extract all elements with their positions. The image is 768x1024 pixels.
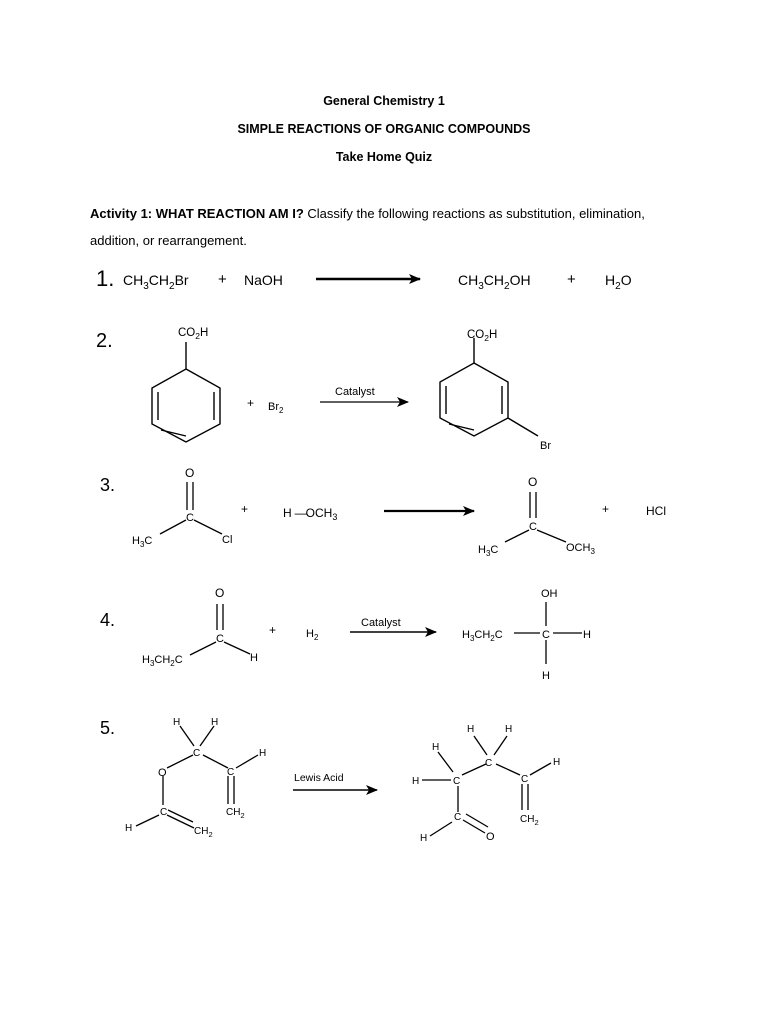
carbonyl-carbon: C <box>186 512 194 524</box>
hydrogen-atom: H <box>420 833 428 844</box>
carbonyl-oxygen: O <box>185 466 195 480</box>
plus-sign: + <box>602 502 610 516</box>
carbonyl-carbon: C <box>529 521 537 533</box>
instruction-line-2: addition, or rearrangement. <box>90 233 247 248</box>
hydrogen-atom: H <box>542 670 550 682</box>
carbon-atom: C <box>227 767 235 778</box>
hydrogen-atom: H <box>583 629 591 641</box>
carbon-atom: C <box>160 807 168 818</box>
instruction-line-1: Classify the following reactions as substitution, elimination, <box>303 206 645 221</box>
hydroxyl-group: OH <box>541 588 558 600</box>
acetyl-chloride-bonds <box>160 482 222 534</box>
hydroxyl-reagent: H $—OCH_3$ <box>283 506 338 522</box>
ether-oxygen: O <box>158 767 167 779</box>
methyl-group: $H_3C$ <box>132 535 153 549</box>
reaction-1-number: 1. <box>96 266 115 291</box>
carbon-atom: C <box>521 774 529 785</box>
plus-sign: + <box>247 396 255 410</box>
reaction-5 <box>100 717 560 844</box>
course-title: General Chemistry 1 <box>323 94 445 108</box>
hydrogen-atom: H <box>259 748 267 759</box>
reaction-5-catalyst: Lewis Acid <box>294 772 344 784</box>
reaction-5-number: 5. <box>100 718 116 738</box>
reaction-3-number: 3. <box>100 475 116 495</box>
bromine-reagent: $Br_2$ <box>268 401 284 415</box>
carbon-atom: C <box>193 748 201 759</box>
reaction-3 <box>100 466 666 558</box>
methoxy-group: $OCH_3$ <box>566 542 595 556</box>
ethyl-group: $H_3CH_2C$ <box>142 654 183 668</box>
carbonyl-oxygen: O <box>528 475 538 489</box>
methylene-group: $CH_2$ <box>194 826 213 839</box>
bromobenzoic-acid-structure <box>440 338 538 436</box>
hydrogen-atom: H <box>211 717 219 728</box>
hydrogen-atom: H <box>467 724 475 735</box>
methylene-group: $CH_2$ <box>226 807 245 820</box>
activity-heading: Activity 1: WHAT REACTION AM I? <box>90 206 304 221</box>
carbon-atom: C <box>485 758 493 769</box>
reaction-1-product-2: $H_2O$ <box>605 272 632 292</box>
reaction-1 <box>96 266 632 292</box>
hydrogen-atom: H <box>553 757 561 768</box>
reaction-4-number: 4. <box>100 610 116 630</box>
plus-sign: + <box>218 271 227 288</box>
carboxyl-group-label: $CO_2H$ <box>467 329 498 343</box>
reaction-1-reactant-2: NaOH <box>244 272 283 288</box>
hydrogen-atom: H <box>125 823 133 834</box>
chloro-group: Cl <box>222 534 233 546</box>
carboxyl-group-label: $CO_2H$ <box>178 327 209 341</box>
plus-sign: + <box>269 623 277 637</box>
hydrogen-atom: H <box>173 717 181 728</box>
carbonyl-carbon: C <box>454 812 462 823</box>
carbonyl-oxygen: O <box>486 831 495 843</box>
reaction-1-reactant-1: $CH_3CH_2Br$ <box>123 272 189 292</box>
hydrogen-atom: H <box>412 776 420 787</box>
reaction-4 <box>100 586 591 682</box>
carbonyl-oxygen: O <box>215 586 225 600</box>
carbon-atom: C <box>453 776 461 787</box>
carbonyl-carbon: C <box>216 633 224 645</box>
methyl-acetate-bonds <box>505 492 566 542</box>
methylene-group: $CH_2$ <box>520 814 539 827</box>
methyl-group: $H_3C$ <box>478 544 499 558</box>
reaction-2-catalyst: Catalyst <box>335 386 375 398</box>
hydrogen-reagent: $H_2$ <box>306 628 319 642</box>
bromo-substituent-label: Br <box>540 440 551 452</box>
ethyl-group: $H_3CH_2C$ <box>462 629 503 643</box>
benzoic-acid-structure <box>152 342 220 442</box>
hydrogen-atom: H <box>505 724 513 735</box>
central-carbon: C <box>542 629 550 641</box>
aldehyde-hydrogen: H <box>250 652 258 664</box>
reaction-3-byproduct: HCl <box>646 504 666 518</box>
reaction-1-product-1: $CH_3CH_2OH$ <box>458 272 531 292</box>
propanal-bonds <box>190 604 250 655</box>
hydrogen-atom: H <box>432 742 440 753</box>
reaction-4-catalyst: Catalyst <box>361 617 401 629</box>
quiz-subtitle: Take Home Quiz <box>335 150 433 164</box>
reaction-2 <box>96 327 551 452</box>
reaction-2-number: 2. <box>96 330 113 352</box>
document-title: SIMPLE REACTIONS OF ORGANIC COMPOUNDS <box>237 122 531 136</box>
plus-sign: + <box>567 271 576 288</box>
plus-sign: + <box>241 502 249 516</box>
